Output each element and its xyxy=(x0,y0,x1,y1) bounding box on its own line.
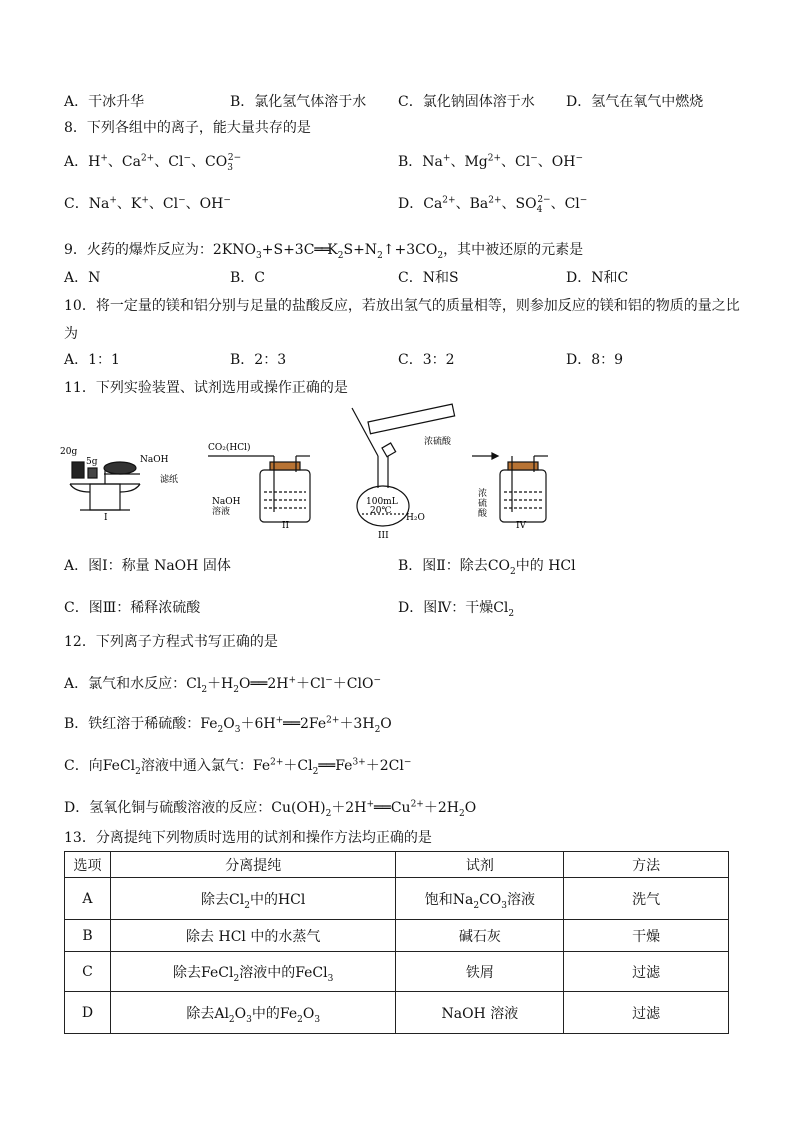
row-c-option: C xyxy=(65,952,111,992)
row-b-purpose: 除去 HCl 中的水蒸气 xyxy=(110,920,396,952)
q9-option-b: B．C xyxy=(230,270,265,286)
q12-option-c: C．向FeCl$_2$溶液中通入氯气：$Fe^{2+}+Cl_2══Fe^{3+}+2Cl^-$ xyxy=(64,757,412,777)
q11-option-d: D．图Ⅳ：干燥$Cl_2$ xyxy=(398,600,515,619)
fig1-naoh: NaOH xyxy=(140,455,169,465)
q7-option-b: B．氯化氢气体溶于水 xyxy=(230,94,367,110)
q7-option-a: A．干冰升华 xyxy=(64,94,145,110)
fig1-mass1: 20g xyxy=(60,447,78,457)
q8-option-b: B．Na+、$Mg^{2+}$、Cl−、OH− xyxy=(398,153,584,170)
fig1-balance xyxy=(70,462,140,510)
q11-option-a: A．图Ⅰ：称量 NaOH 固体 xyxy=(64,558,231,574)
fig3-temp: 20℃ xyxy=(370,506,392,516)
q10-stem-line2: 为 xyxy=(64,326,78,342)
fig1-mass2: 5g xyxy=(86,457,98,467)
row-a-reagent: 饱和$Na_2CO_3$溶液 xyxy=(396,878,564,920)
fig4-b: 硫 xyxy=(478,499,488,509)
q10-option-d: D．8：9 xyxy=(566,352,624,368)
q13-table xyxy=(64,851,729,1034)
row-c-method: 过滤 xyxy=(564,952,729,992)
header-purpose: 分离提纯 xyxy=(110,852,396,878)
fig3-water: H₂O xyxy=(406,513,425,523)
q11-option-b: B．图Ⅱ：除去$CO_2$中的 HCl xyxy=(398,558,576,577)
q8-option-d: D．$Ca^{2+}$、$Ba^{2+}$、$SO_4^{2-}$、Cl− xyxy=(398,195,588,215)
row-c-purpose: 除去FeCl$_2$溶液中的FeCl$_3$ xyxy=(110,952,396,992)
header-reagent: 试剂 xyxy=(396,852,564,878)
fig3-num: III xyxy=(378,531,389,541)
q10-option-c: C．3：2 xyxy=(398,352,455,368)
fig3-acid: 浓硫酸 xyxy=(424,437,452,447)
fig2-sol2: 溶液 xyxy=(212,507,231,517)
q11-option-c: C．图Ⅲ：稀释浓硫酸 xyxy=(64,600,201,616)
fig2-num: II xyxy=(282,521,290,531)
row-d-reagent: NaOH 溶液 xyxy=(396,992,564,1034)
header-method: 方法 xyxy=(564,852,729,878)
row-b-method: 干燥 xyxy=(564,920,729,952)
table-row xyxy=(65,992,729,1034)
fig4-num: IV xyxy=(516,521,527,531)
fig3-flask xyxy=(352,404,455,526)
fig1-num: I xyxy=(104,513,108,523)
q11-stem: 11．下列实验装置、试剂选用或操作正确的是 xyxy=(64,380,348,396)
q9-option-d: D．N和C xyxy=(566,270,629,286)
q10-option-a: A．1：1 xyxy=(64,352,120,368)
q7-option-d: D．氢气在氧气中燃烧 xyxy=(566,94,704,110)
q12-option-b: B．铁红溶于稀硫酸：$Fe_2O_3+6H^+══2Fe^{2+}+3H_2O$ xyxy=(64,715,392,735)
q8-stem: 8．下列各组中的离子，能大量共存的是 xyxy=(64,120,311,136)
q11-apparatus-figures xyxy=(60,400,620,550)
fig1-paper: 滤纸 xyxy=(160,475,179,485)
fig4-a: 浓 xyxy=(478,489,488,499)
row-a-purpose: 除去$Cl_2$中的HCl xyxy=(110,878,396,920)
q9-stem: 9．火药的爆炸反应为：$2KNO_3+S+3C══K_2S+N_2↑+3CO_2$，其中被还原的元素是 xyxy=(64,242,584,261)
q9-option-a: A．N xyxy=(64,270,101,286)
q12-option-d: D．氢氧化铜与硫酸溶液的反应：$Cu(OH)_2+2H^+══Cu^{2+}+2H_2O$ xyxy=(64,799,477,819)
q8-option-a: A．H+、$Ca^{2+}$、Cl−、$CO_3^{2-}$ xyxy=(64,153,242,173)
q12-option-a: A．氯气和水反应：$Cl_2+H_2O══2H^++Cl^-+ClO^-$ xyxy=(64,675,381,695)
q13-stem: 13．分离提纯下列物质时选用的试剂和操作方法均正确的是 xyxy=(64,830,432,846)
q9-option-c: C．N和S xyxy=(398,270,459,286)
fig2-gas: CO₂(HCl) xyxy=(208,443,251,453)
row-d-method: 过滤 xyxy=(564,992,729,1034)
q8-option-c: C．Na+、K+、Cl−、OH− xyxy=(64,195,231,212)
table-row xyxy=(65,878,729,920)
header-option: 选项 xyxy=(65,852,111,878)
table-row xyxy=(65,920,729,952)
row-a-option: A xyxy=(65,878,111,920)
row-c-reagent: 铁屑 xyxy=(396,952,564,992)
row-d-purpose: 除去$Al_2O_3$中的$Fe_2O_3$ xyxy=(110,992,396,1034)
q10-option-b: B．2：3 xyxy=(230,352,287,368)
q7-option-c: C．氯化钠固体溶于水 xyxy=(398,94,535,110)
q10-stem-line1: 10．将一定量的镁和铝分别与足量的盐酸反应，若放出氢气的质量相等，则参加反应的镁和铝的物质的量之比 xyxy=(64,298,740,314)
fig4-c: 酸 xyxy=(478,509,488,519)
row-b-option: B xyxy=(65,920,111,952)
q12-stem: 12．下列离子方程式书写正确的是 xyxy=(64,634,278,650)
row-b-reagent: 碱石灰 xyxy=(396,920,564,952)
row-a-method: 洗气 xyxy=(564,878,729,920)
table-header-row xyxy=(65,852,729,878)
fig3-vol: 100mL xyxy=(366,497,398,507)
fig2-sol1: NaOH xyxy=(212,497,241,507)
row-d-option: D xyxy=(65,992,111,1034)
table-row xyxy=(65,952,729,992)
